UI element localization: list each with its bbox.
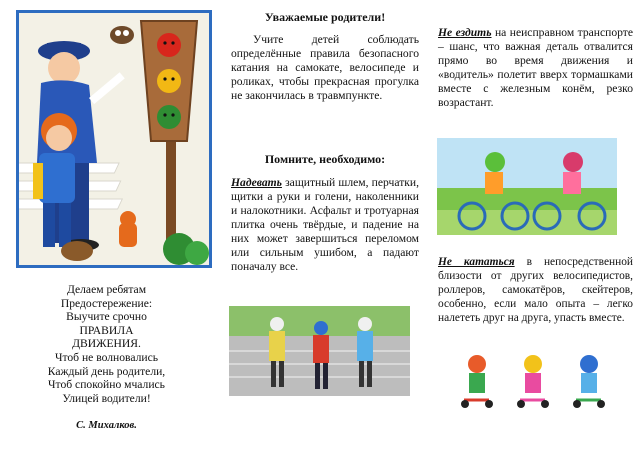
kids-on-bicycles-image (437, 138, 617, 235)
rule-vehicle-paragraph (438, 26, 633, 110)
poem (4, 283, 209, 405)
rule-text: на неисправном транспорте – шанс, что важная деталь отвалится прямо во время движения и «водитель» полетит вверх тормашками вместе с железным конём, резко возрастант. (438, 26, 633, 109)
rule-lead: Не кататься (438, 256, 515, 268)
poem-line: Чтоб не волновались (54, 350, 159, 364)
rule-distance-paragraph (438, 255, 633, 325)
rule-lead: Надевать (231, 176, 282, 189)
poem-line: Делаем ребятам (66, 283, 147, 296)
poem-line: Каждый день родители, (47, 364, 166, 378)
poem-line: ПРАВИЛА (79, 323, 134, 337)
poem-line: Предостережение: (60, 296, 153, 310)
poem-line: Чтоб спокойно мчались (48, 378, 165, 392)
rule-text: в непосредственной близости от других велосипедистов, роллеров, самокатёров, скейтеров, особенно, если мало опыта – легко налететь друг на друга, упасть вместе. (438, 256, 633, 324)
poem-line: Улицей водители! (62, 391, 151, 405)
rollerblading-kids-photo (229, 306, 410, 396)
rule-lead: Не ездить (438, 26, 492, 39)
rule-helmet-paragraph (231, 176, 419, 274)
poem-author: С. Михалков. (76, 420, 137, 431)
column-left (0, 0, 213, 453)
kids-on-scooters-image (449, 352, 619, 412)
page-title: Уважаемые родители! (264, 10, 386, 24)
section-subtitle: Помните, необходимо: (264, 152, 386, 166)
poem-line: Выучите срочно (66, 310, 147, 324)
rule-text: защитный шлем, перчатки, щитки а руки и голени, наколенники и налокотники. Асфальт и тротуарная плитка очень твёрдые, и падение на них может завершиться переломом или сильным ушибом, а падают поначалу все. (231, 176, 419, 273)
traffic-illustration (16, 10, 212, 268)
intro-paragraph: Учите детей соблюдать определённые правила безопасного катания на самокате, велосипеде и роликах, чтобы прекрасная прогулка не закончилась в травмпункте. (231, 33, 419, 102)
poem-line: ДВИЖЕНИЯ. (72, 337, 141, 351)
